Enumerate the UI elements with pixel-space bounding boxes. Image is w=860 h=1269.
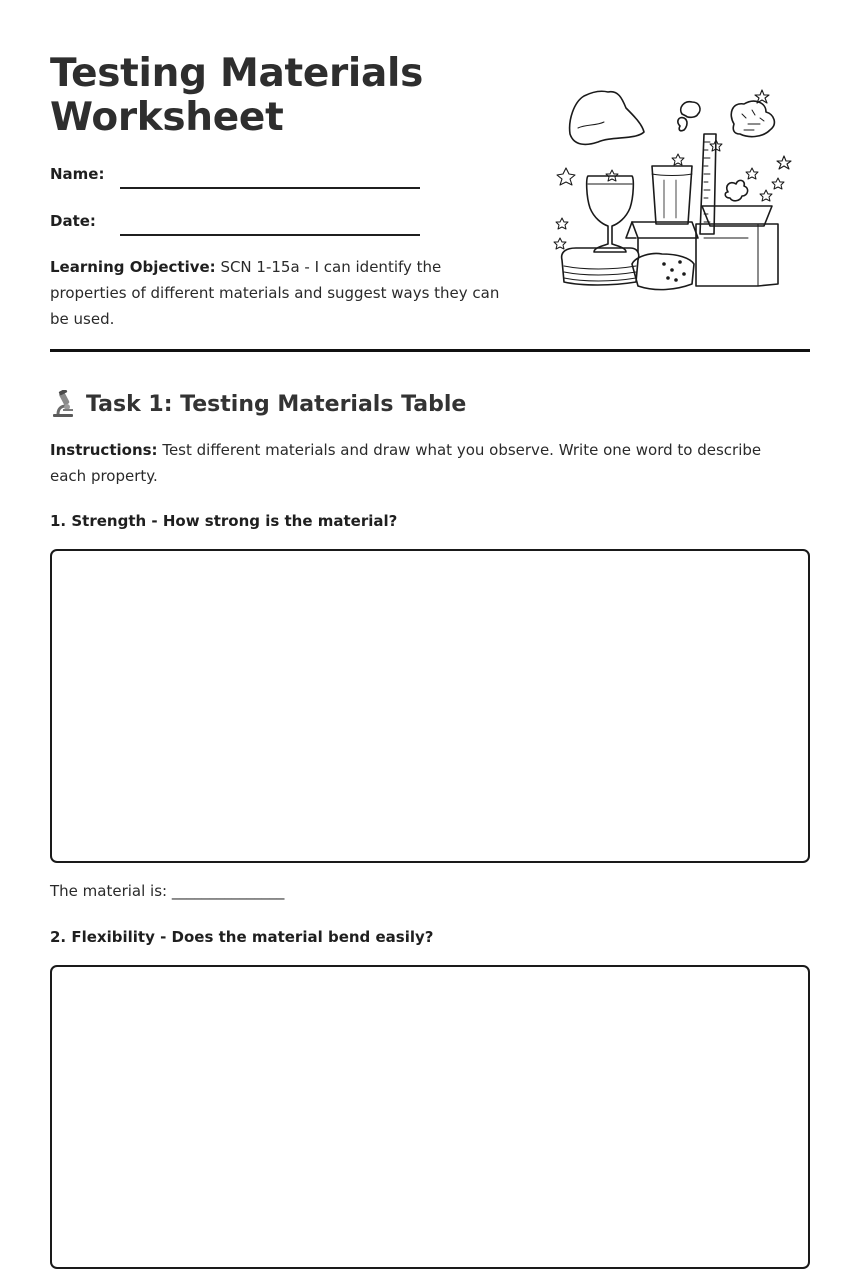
title-line-2: Worksheet [50,95,284,140]
task-1-heading [50,386,466,422]
task-instructions [50,437,790,489]
answer-prefix: The material is: [50,882,172,900]
learning-objective [50,254,520,332]
name-field[interactable] [50,160,470,190]
answer-blank[interactable]: _______________ [171,882,285,900]
task-1-title: Task 1: Testing Materials Table [86,391,467,417]
worksheet-page [50,0,810,1161]
date-field[interactable] [50,207,470,237]
microscope-icon [50,390,76,418]
instructions-label: Instructions: [50,441,158,459]
instructions-text: Test different materials and draw what you observe. Write one word to describe each property. [50,441,762,485]
flexibility-drawing-box[interactable] [50,965,810,1269]
date-label: Date: [50,212,96,230]
page-title [50,52,520,140]
section-divider [50,349,810,352]
objective-label: Learning Objective: [50,258,216,276]
question-strength: 1. Strength - How strong is the material? [50,512,398,530]
name-label: Name: [50,165,105,183]
strength-drawing-box[interactable] [50,549,810,863]
question-flexibility: 2. Flexibility - Does the material bend easily? [50,928,434,946]
title-line-1: Testing Materials [50,51,423,96]
materials-illustration-icon [552,84,792,296]
objective-text: SCN 1-15a - I can identify the properties of different materials and suggest ways they can be used. [50,258,500,328]
name-writing-line[interactable] [120,187,420,189]
strength-answer-line[interactable] [50,882,284,900]
date-writing-line[interactable] [120,234,420,236]
